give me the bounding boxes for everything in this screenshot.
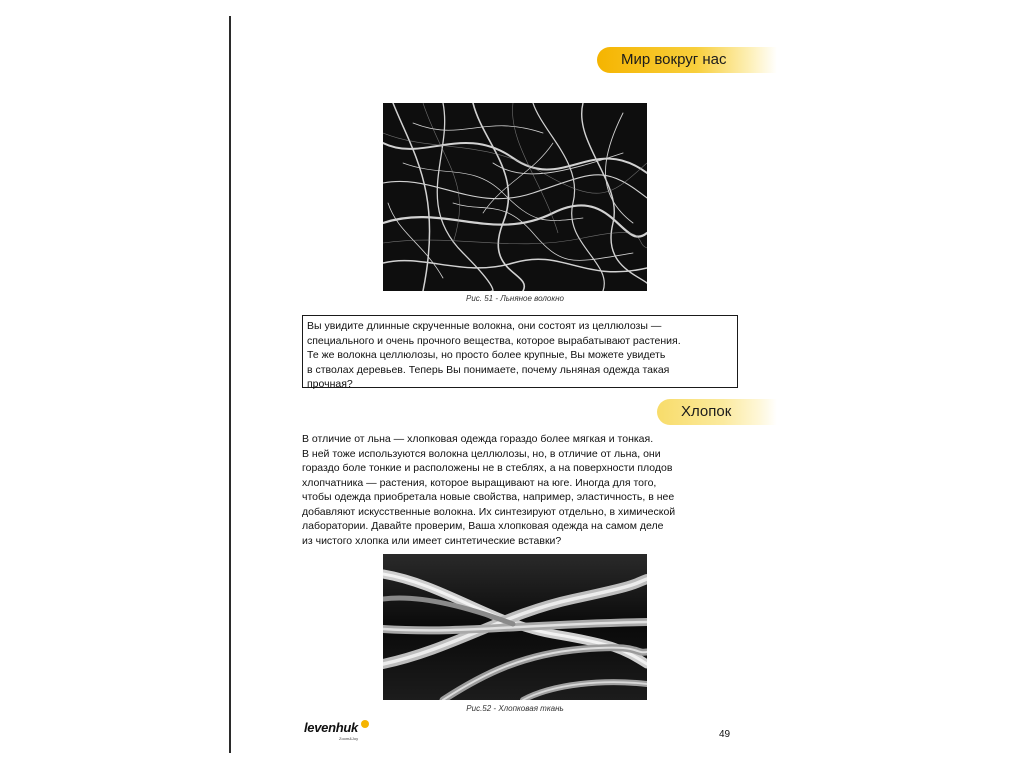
page-number: 49 bbox=[719, 729, 731, 740]
text-line: лаборатории. Давайте проверим, Ваша хлопковая одежда на самом деле bbox=[302, 520, 664, 532]
section-tab-world-around-us bbox=[597, 47, 777, 73]
section-tab-cotton bbox=[657, 399, 777, 425]
logo-dot-icon bbox=[361, 720, 369, 728]
section-tab-label: Мир вокруг нас bbox=[621, 51, 727, 68]
text-line: хлопчатника — растения, которое выращивают на юге. Иногда для того, bbox=[302, 476, 657, 489]
flax-fiber-photo bbox=[383, 103, 647, 291]
text-line: В ней тоже используются волокна целлюлозы, но, в отличие от льна, они bbox=[302, 447, 661, 460]
text-line: прочная? bbox=[307, 378, 353, 390]
text-line: специального и очень прочного вещества, которое вырабатывают растения. bbox=[307, 334, 681, 347]
text-line: Вы увидите длинные скрученные волокна, они состоят из целлюлозы — bbox=[307, 320, 662, 332]
text-line: добавляют искусственные волокна. Их синтезируют отдельно, в химической bbox=[302, 505, 676, 518]
text-line: Те же волокна целлюлозы, но просто более крупные, Вы можете увидеть bbox=[307, 349, 666, 361]
cotton-paragraph bbox=[302, 432, 742, 548]
levenhuk-logo bbox=[304, 720, 368, 746]
margin-rule bbox=[229, 16, 231, 753]
text-line: в стволах деревьев. Теперь Вы понимаете, почему льняная одежда такая bbox=[307, 363, 670, 376]
text-line: гораздо боле тонкие и расположены не в стеблях, а на поверхности плодов bbox=[302, 462, 673, 474]
text-line: из чистого хлопка или имеет синтетические вставки? bbox=[302, 534, 562, 547]
flax-figure-caption: Рис. 51 - Льняное волокно bbox=[466, 294, 564, 303]
text-line: чтобы одежда приобретала новые свойства, например, эластичность, в нее bbox=[302, 491, 675, 503]
logo-subtitle: Zoom&Joy bbox=[339, 736, 359, 741]
logo-wordmark: levenhuk bbox=[304, 720, 358, 735]
section-tab-label: Хлопок bbox=[681, 403, 732, 420]
text-line: В отличие от льна — хлопковая одежда гораздо более мягкая и тонкая. bbox=[302, 433, 654, 445]
flax-info-box bbox=[302, 315, 738, 388]
cotton-figure-caption: Рис.52 - Хлопковая ткань bbox=[466, 704, 564, 713]
cotton-fiber-photo bbox=[383, 554, 647, 700]
